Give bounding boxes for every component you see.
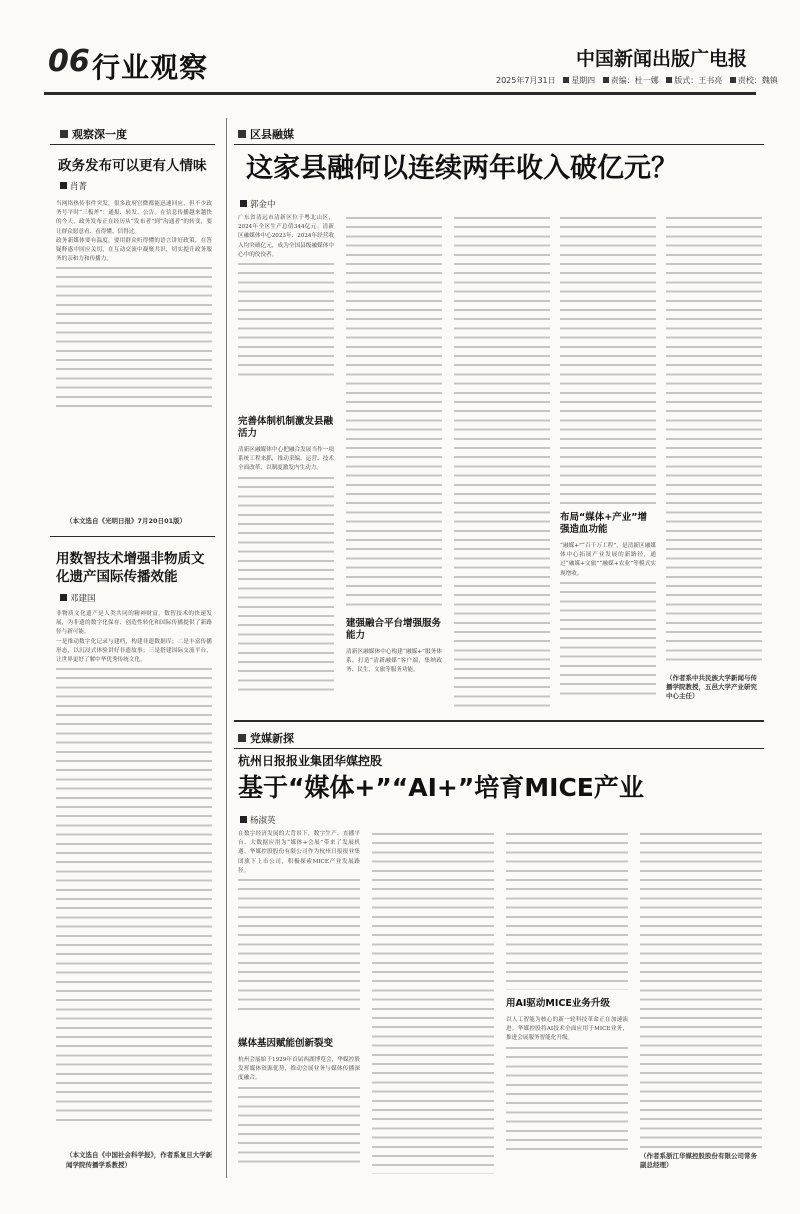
subheading: 布局“媒体+产业”增强造血功能: [560, 512, 647, 535]
article-text: [506, 830, 628, 990]
article-text: [640, 830, 762, 1148]
designer-credit: 版式：王书亮: [674, 76, 723, 85]
article-text: 当网络热传事件突发，很多政府官微都能迅速回应，但不少政务号平时“三板斧”：通报、转发、公告。在信息传播越来越快的今天，政务发布正在经历从“发布者”到“沟通者”的转变，要让群众愿意看、看得懂、信得过。 政务新媒体要有温度，要用群众听得懂的语言讲好政策，在答疑释惑中回应关切，在互动交流中凝聚共识，切实提升政务服务的亲和力和传播力。: [56, 200, 212, 440]
issue-info: [496, 76, 778, 86]
divider: [234, 748, 764, 749]
column-divider: [226, 118, 227, 1178]
subheading: 完善体制机制激发县融活力: [238, 416, 334, 439]
article-text: 在数字经济发展的大背景下，数字生产、直播平台、大数据应用为“媒体+会展”带来了发展机遇。华媒控股股份有限公司作为杭州日报报业集团旗下上市公司，积极探索MICE产业发展路径。: [238, 830, 360, 1030]
article-text: [560, 214, 656, 504]
left-column: [50, 118, 215, 1178]
byline: 肖菁: [60, 180, 87, 192]
article-text: [454, 214, 550, 712]
article-text: “融媒+”“百千万工程”，是清新区融媒体中心拓展产业发展的新路径，通过“融媒+文旅”“融媒+农业”等模式实现增收。: [560, 542, 656, 712]
source-note: （作者系浙江华媒控股股份有限公司常务副总经理）: [640, 1152, 757, 1169]
masthead: [0, 0, 800, 108]
headline: 这家县融何以连续两年收入破亿元？: [246, 153, 678, 184]
issue-weekday: 星期四: [571, 76, 596, 85]
feature-article-party-media: [234, 720, 764, 1180]
feature-article-county-media: [234, 118, 764, 718]
article-text: 非物质文化遗产是人类共同的精神财富。数智技术的快速发展，为非遗的数字化保存、创造性转化和国际传播提供了新路径与新可能。 一是推动数字化记录与建档，构建非遗数据库；二是丰富传播形态，以沉浸式体验讲好非遗故事；三是搭建国际交流平台，让世界更好了解中华优秀传统文化。: [56, 610, 212, 1150]
article-text: 清新区融媒体中心构建“融媒+”服务体系，打造“清新融媒”客户端，集纳政务、民生、文旅等服务功能。: [346, 649, 442, 674]
divider: [234, 720, 764, 722]
newspaper-name: 中国新闻出版广电报: [576, 48, 748, 70]
section-title: 行业观察: [92, 51, 209, 84]
headline: 政务发布可以更有人情味: [58, 158, 207, 174]
source-note: （作者系中共民族大学新闻与传播学院教授，五邑大学产业研究中心主任）: [666, 674, 757, 700]
proofreader-credit: 责校：魏镇: [737, 76, 778, 85]
article-text: [666, 214, 762, 664]
byline: 郭金中: [240, 198, 276, 210]
subheading: 媒体基因赋能创新裂变: [238, 1038, 334, 1049]
byline: 邓建国: [60, 592, 96, 604]
article-text: 清新区融媒体中心把融合发展当作一项系统工程来抓，推动采编、运营、技术全面改革，以制度激发内生动力。: [238, 446, 334, 712]
headline: 用数智技术增强非物质文化遗产国际传播效能: [56, 551, 205, 585]
source-note: （本文选自《光明日报》7月20日01版）: [66, 517, 187, 525]
article-text: [346, 214, 442, 612]
article-text: 杭州会展始于1929年首届西湖博览会，华媒控股发挥媒体资源优势，推动会展业务与媒体传播深度融合。: [238, 1056, 360, 1174]
subheading: 用AI驱动MICE业务升级: [506, 998, 610, 1009]
source-note: （本文选自《中国社会科学报》，作者系复旦大学新闻学院传播学系教授）: [66, 1151, 213, 1169]
page-number: 06: [48, 44, 90, 79]
section-label: 观察深一度: [60, 126, 127, 142]
subheading: 建强融合平台增强服务能力: [346, 618, 442, 641]
headline: 基于“媒体+”“AI+”培育MICE产业: [238, 773, 644, 802]
byline: 杨淑英: [240, 814, 276, 826]
divider: [50, 536, 215, 537]
editor-credit: 责编：杜一娜: [610, 76, 659, 85]
kicker: 杭州日报报业集团华媒控股: [238, 754, 383, 768]
article-text: 广东省清远市清新区位于粤北山区，2024年全区生产总值344亿元。清新区融媒体中心2023年、2024年经营收入均突破亿元，成为全国县级融媒体中心中的佼佼者。: [238, 214, 334, 410]
article-text: 以人工智能为核心的新一轮科技革命正在加速演进。华媒控股将AI技术全面应用于MICE业务，推进会展服务智能化升级。: [506, 1016, 628, 1174]
section-label: 区县融媒: [238, 126, 294, 142]
issue-date: 2025年7月31日: [496, 76, 556, 85]
section-label: 党媒新探: [238, 730, 294, 746]
divider: [234, 144, 764, 145]
divider: [50, 144, 215, 145]
masthead-rule: [44, 92, 756, 95]
article-text: [372, 830, 494, 1174]
